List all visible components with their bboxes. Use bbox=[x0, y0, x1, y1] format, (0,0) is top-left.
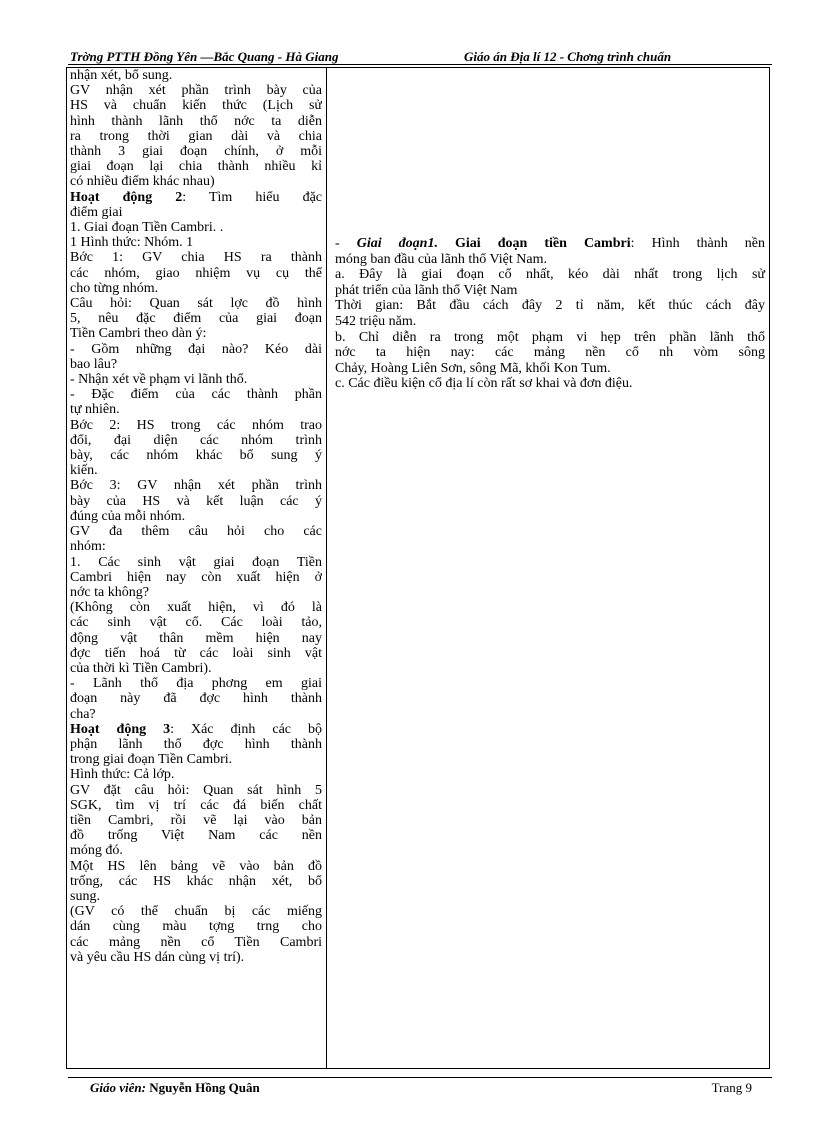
left-line: thành 3 giai đoạn chính, ở mỗi bbox=[70, 144, 322, 160]
footer-page-number: Trang 9 bbox=[711, 1080, 752, 1095]
left-line: (GV có thể chuẩn bị các miếng bbox=[70, 904, 322, 920]
left-line: tiền Cambri, rồi vẽ lại vào bản bbox=[70, 812, 322, 828]
header-course: Giáo án Địa lí 12 - Chơng trình chuẩn bbox=[464, 49, 672, 64]
activity-heading: Hoạt động 3 bbox=[70, 721, 171, 737]
content-heading-title: Giai đoạn tiền Cambri bbox=[437, 236, 631, 251]
left-line: cha? bbox=[70, 706, 96, 722]
left-line: 5, nêu đặc điểm của giai đoạn bbox=[70, 311, 322, 327]
left-line: GV đặt câu hỏi: Quan sát hình 5 bbox=[70, 782, 322, 798]
content-heading-stage: Giai đoạn1. bbox=[356, 236, 438, 251]
left-line: Tiền Cambri theo dàn ý: bbox=[70, 326, 207, 342]
left-line: đúng của mỗi nhóm. bbox=[70, 508, 186, 524]
left-line: 1. Giai đoạn Tiền Cambri. . bbox=[70, 220, 224, 236]
left-line: móng đó. bbox=[70, 843, 123, 859]
left-line: bày, các nhóm khác bổ sung ý bbox=[70, 448, 322, 464]
content-line: a. Đây là giai đoạn cổ nhất, kéo dài nhất trong lịch sử bbox=[335, 267, 765, 283]
left-line: - Đặc điểm của các thành phần bbox=[70, 387, 322, 403]
left-line: - Lãnh thổ địa phơng em giai bbox=[70, 676, 322, 692]
footer-teacher-label: Giáo viên: bbox=[90, 1080, 146, 1095]
left-line: Bớc 3: GV nhận xét phần trình bbox=[70, 478, 322, 494]
left-line: sung. bbox=[70, 888, 100, 904]
left-line: của thời kì Tiền Cambri). bbox=[70, 660, 212, 676]
left-line: HS và chuẩn kiến thức (Lịch sử bbox=[70, 98, 322, 114]
left-line: cho từng nhóm. bbox=[70, 280, 159, 296]
activity-heading: Hoạt động 2 bbox=[70, 189, 183, 205]
left-line: (Không còn xuất hiện, vì đó là bbox=[70, 600, 322, 616]
teacher-activities-column bbox=[70, 68, 322, 1068]
content-line: Thời gian: Bắt đầu cách đây 2 tỉ năm, kết thúc cách đây bbox=[335, 298, 765, 314]
left-line: trong giai đoạn Tiền Cambri. bbox=[70, 752, 233, 768]
left-line: Một HS lên bảng vẽ vào bản đồ bbox=[70, 858, 322, 874]
left-line: Hoạt động 3: Xác định các bộ bbox=[70, 721, 322, 737]
left-line: đổi, đại diện các nhóm trình bbox=[70, 432, 322, 448]
left-line: 1 Hình thức: Nhóm. 1 bbox=[70, 235, 194, 251]
left-line: - Gồm những đại nào? Kéo dài bbox=[70, 341, 322, 357]
left-line: SGK, tìm vị trí các đá biến chất bbox=[70, 797, 322, 813]
content-column bbox=[335, 236, 765, 392]
content-heading: - Giai đoạn1. Giai đoạn tiền Cambri: Hình thành nền bbox=[335, 236, 765, 251]
left-line: bao lâu? bbox=[70, 356, 118, 372]
left-line: điểm giai bbox=[70, 204, 123, 220]
left-line: có nhiều điểm khác nhau) bbox=[70, 174, 215, 190]
content-line: b. Chỉ diễn ra trong một phạm vi hẹp trên phần lãnh thổ bbox=[335, 329, 765, 345]
content-line: móng ban đầu của lãnh thổ Việt Nam. bbox=[335, 251, 547, 267]
page-footer bbox=[90, 1080, 752, 1096]
left-line: đoạn này đã đợc hình thành bbox=[70, 691, 322, 707]
left-line: nhận xét, bổ sung. bbox=[70, 68, 173, 83]
left-line: Bớc 1: GV chia HS ra thành bbox=[70, 250, 322, 266]
left-line: Hình thức: Cả lớp. bbox=[70, 767, 175, 783]
left-line: Câu hỏi: Quan sát lợc đồ hình bbox=[70, 296, 322, 312]
left-line: dán cùng màu tợng trng cho bbox=[70, 919, 322, 935]
left-line: tự nhiên. bbox=[70, 402, 120, 418]
left-line: các sinh vật cổ. Các loài tảo, bbox=[70, 615, 322, 631]
left-line: GV đa thêm câu hỏi cho các bbox=[70, 524, 322, 540]
column-divider bbox=[326, 68, 327, 1068]
left-line: trống, các HS khác nhận xét, bổ bbox=[70, 873, 322, 889]
content-line: phát triển của lãnh thổ Việt Nam bbox=[335, 282, 518, 298]
left-line: ra trong thời gian dài và chia bbox=[70, 128, 322, 144]
left-line: Hoạt động 2: Tìm hiểu đặc bbox=[70, 189, 322, 205]
lesson-table bbox=[66, 67, 770, 1069]
header-school: Trờng PTTH Đồng Yên —Bắc Quang - Hà Giang bbox=[70, 49, 339, 64]
header-rule bbox=[68, 64, 772, 65]
left-line: nớc ta không? bbox=[70, 584, 149, 600]
footer-rule bbox=[68, 1077, 772, 1078]
left-line: động vật thân mềm hiện nay bbox=[70, 630, 322, 646]
left-line: Bớc 2: HS trong các nhóm trao bbox=[70, 417, 322, 433]
left-line: phận lãnh thổ đợc hình thành bbox=[70, 736, 322, 752]
left-line: bày của HS và kết luận các ý bbox=[70, 493, 322, 509]
left-line: kiến. bbox=[70, 463, 98, 479]
left-line: đợc tiến hoá từ các loài sinh vật bbox=[70, 645, 322, 661]
content-heading-rest: : Hình thành nền bbox=[630, 236, 765, 251]
left-line: 1. Các sinh vật giai đoạn Tiền bbox=[70, 554, 322, 570]
left-line: đồ trống Việt Nam các nền bbox=[70, 828, 322, 844]
content-line: nớc ta hiện nay: các mảng nền cổ nh vòm sông bbox=[335, 345, 765, 361]
content-line: 542 triệu năm. bbox=[335, 313, 417, 329]
left-line: hình thành lãnh thổ nớc ta diễn bbox=[70, 113, 322, 129]
content-line: Chảy, Hoàng Liên Sơn, sông Mã, khối Kon Tum. bbox=[335, 360, 611, 376]
left-line: và yêu cầu HS dán cùng vị trí). bbox=[70, 949, 245, 965]
left-line: các nhóm, giao nhiệm vụ cụ thể bbox=[70, 265, 322, 281]
left-line: nhóm: bbox=[70, 539, 106, 555]
left-line: các mảng nền cổ Tiền Cambri bbox=[70, 934, 322, 950]
left-line: Cambri hiện nay còn xuất hiện ở bbox=[70, 569, 322, 585]
left-line: giai đoạn lại chia thành nhiều kỉ bbox=[70, 159, 322, 175]
content-line: c. Các điều kiện cổ địa lí còn rất sơ khai và đơn điệu. bbox=[335, 376, 633, 392]
footer-teacher-name: Nguyễn Hồng Quân bbox=[145, 1080, 260, 1095]
left-line: - Nhận xét về phạm vi lãnh thổ. bbox=[70, 372, 248, 388]
left-line: GV nhận xét phần trình bày của bbox=[70, 83, 322, 99]
